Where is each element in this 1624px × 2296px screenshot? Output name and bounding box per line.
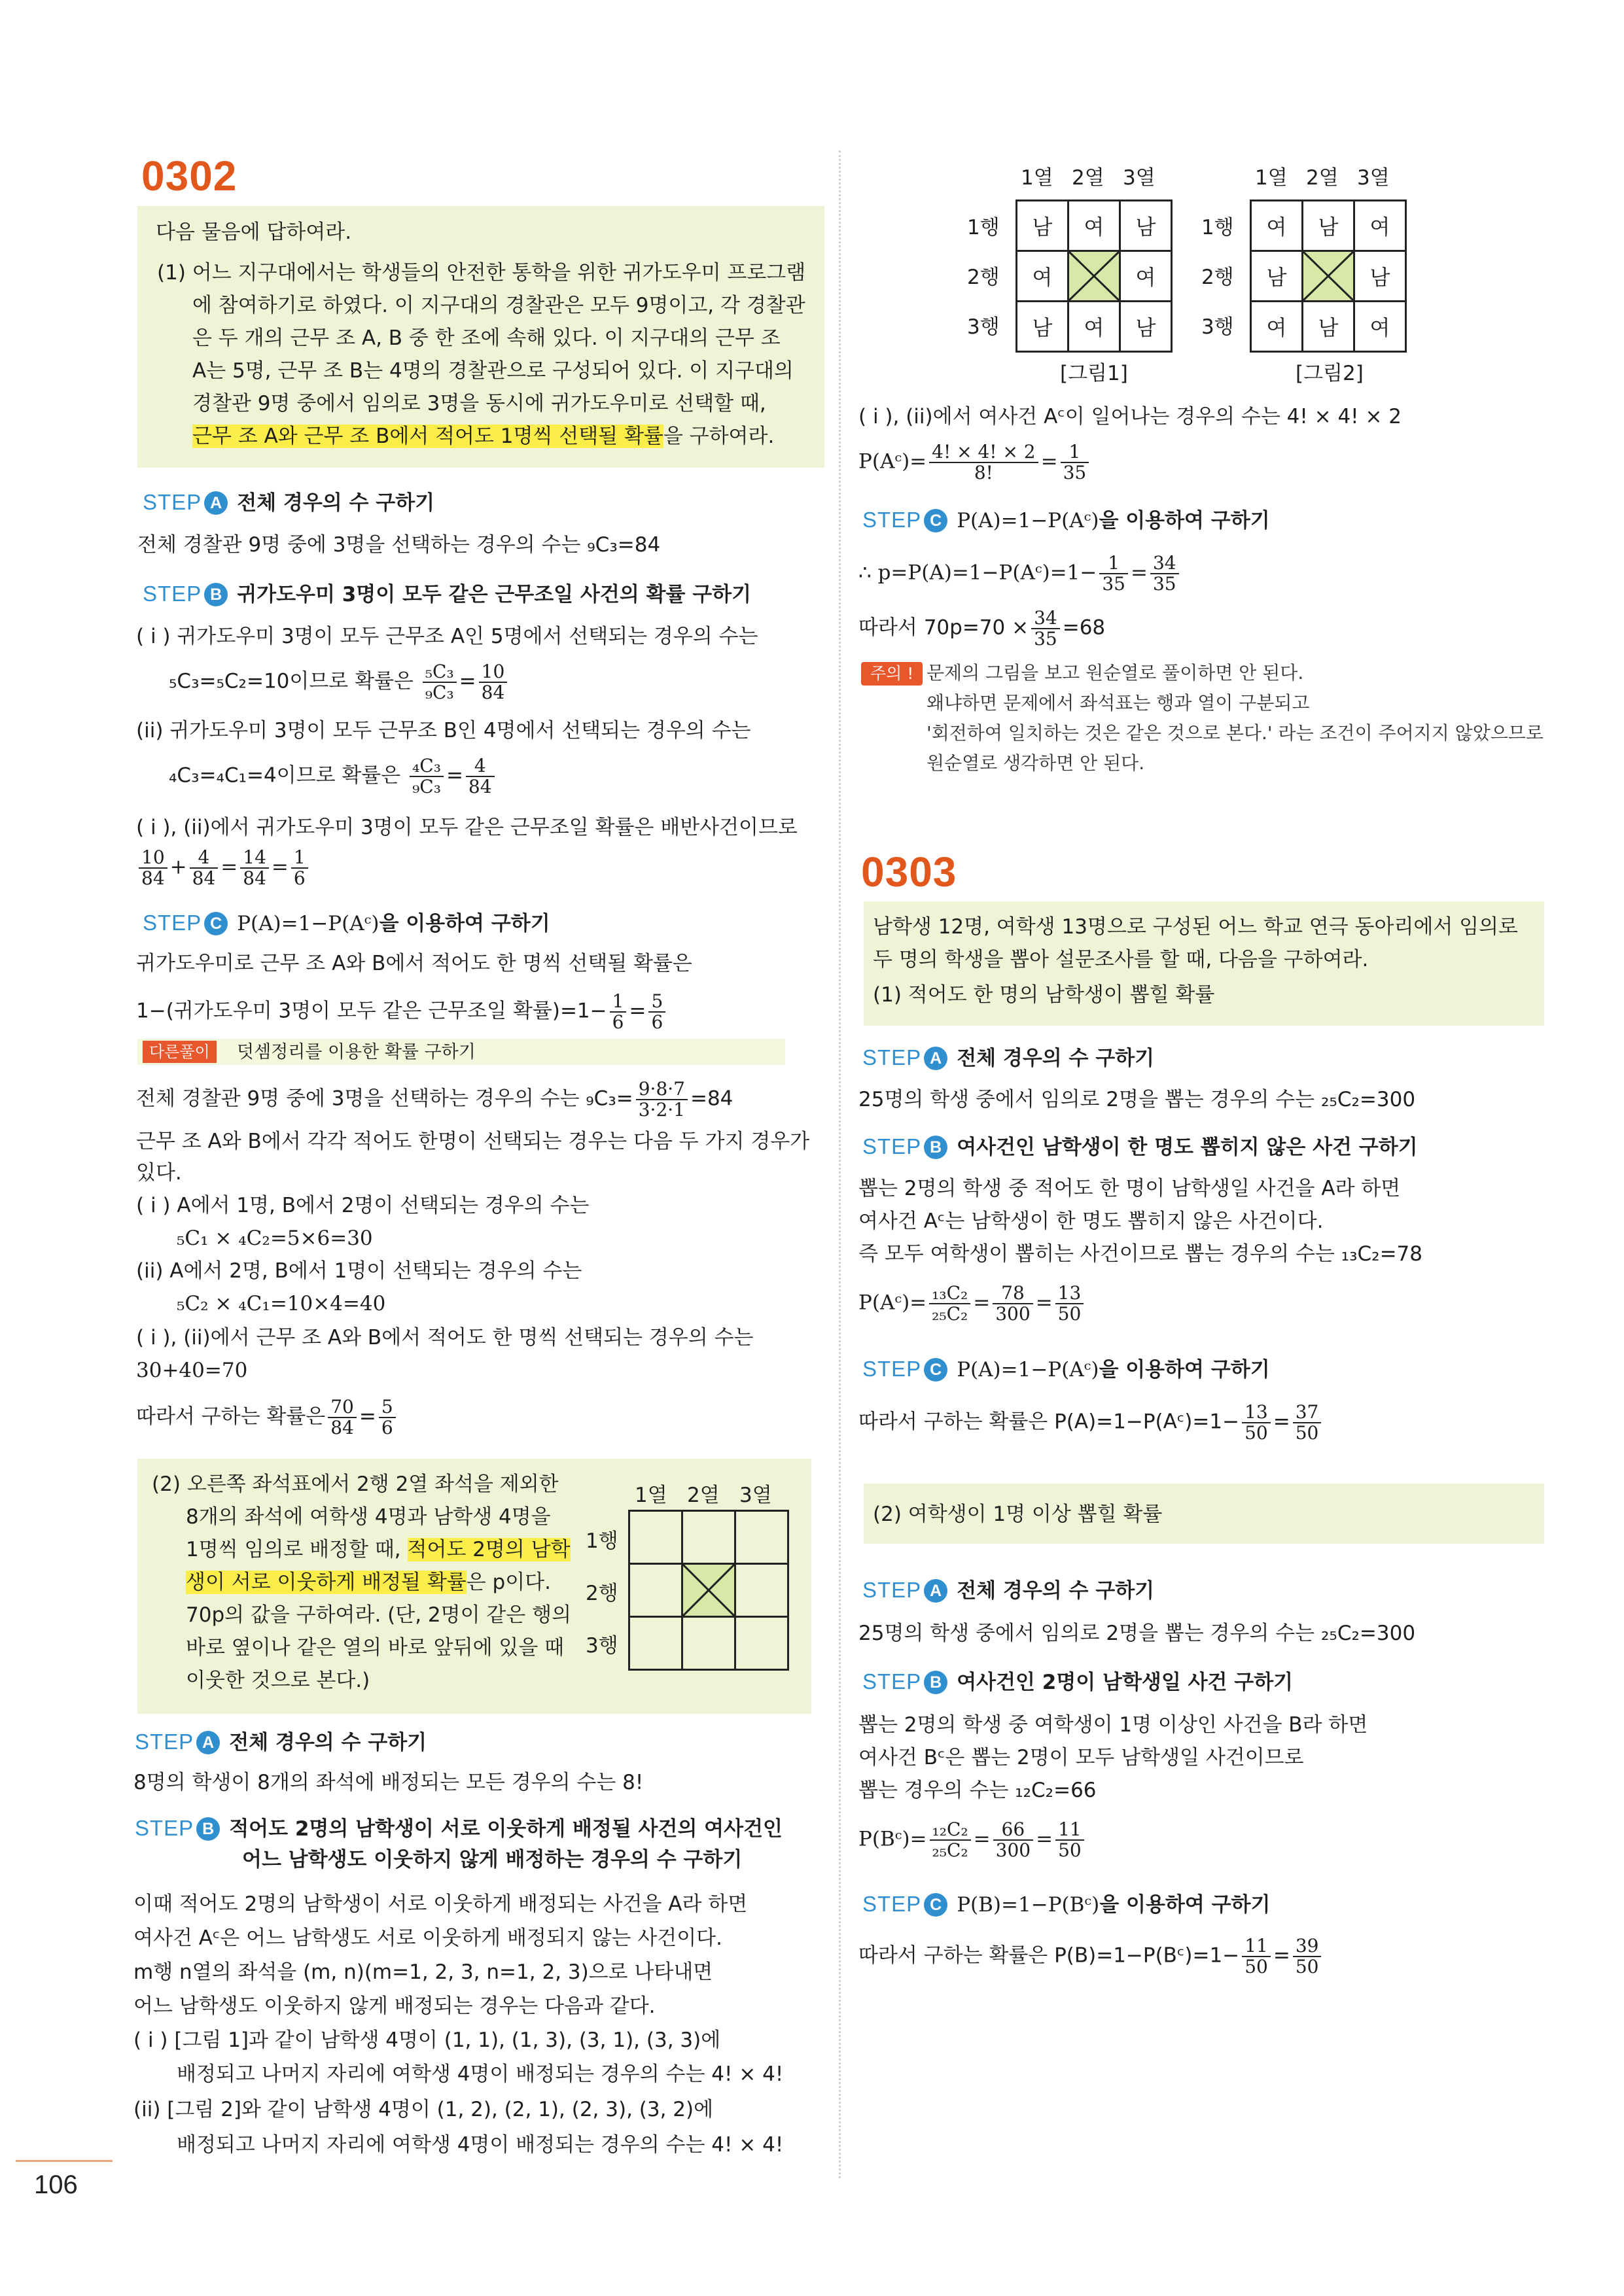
fig1-row-2: 2행 [967, 266, 1000, 289]
q2-highlight-2: 생이 서로 이웃하게 배정될 확률 [186, 1571, 467, 1594]
step-a-body: 전체 경찰관 9명 중에 3명을 선택하는 경우의 수는 ₉C₃=84 [137, 533, 661, 557]
seat-chart [628, 1510, 789, 1671]
step-b-badge-icon: B [924, 1671, 947, 1694]
q1-tail: 을 구하여라. [663, 425, 775, 448]
q1-line-1: (1) 어느 지구대에서는 학생들의 안전한 통학을 위한 귀가도우미 프로그램 [157, 261, 806, 285]
caution-line-4: 원순열로 생각하면 안 된다. [927, 752, 1145, 774]
p2-b-line-2: 여사건 Aᶜ은 어느 남학생도 서로 이웃하게 배정되지 않는 사건이다. [133, 1926, 722, 1950]
q2-line-4: 생이 서로 이웃하게 배정될 확률은 p이다. [186, 1571, 551, 1594]
fig2-col-2: 2열 [1306, 166, 1339, 190]
r-therefore: ∴ p=P(A)=1−P(Aᶜ)=1− $\frac{1}{35}$ = $\frac{34}{35}$ [858, 553, 1182, 594]
fig1-row-1: 1행 [967, 216, 1000, 239]
step-a-badge-icon: A [204, 491, 228, 515]
fig2-caption: [그림2] [1296, 362, 1364, 385]
step-b-case-ii: (ii) 귀가도우미 3명이 모두 근무조 B인 4명에서 선택되는 경우의 수는 [136, 719, 751, 742]
step-c-badge-icon: C [924, 1893, 947, 1917]
step-b-case-i-calc: ₅C₃=₅C₂=10이므로 확률은 $\frac{\text{₅C₃}}{\text{₉C₃}}$ = $\frac{10}{84}$ [169, 662, 510, 703]
q1-highlight: 근무 조 A와 근무 조 B에서 적어도 1명씩 선택될 확률 [192, 425, 663, 448]
alt-case-i: ( i ) A에서 1명, B에서 2명이 선택되는 경우의 수는 [136, 1194, 590, 1217]
alt-case-ii-calc: ₅C₂ × ₄C₁=10×4=40 [177, 1292, 386, 1315]
step-b-0303-1: STEP B 여사건인 남학생이 한 명도 뽑히지 않은 사건 구하기 [862, 1134, 1418, 1159]
q1-line-3: 은 두 개의 근무 조 A, B 중 한 조에 속해 있다. 이 지구대의 근무 조 [192, 326, 781, 350]
fig2-col-1: 1열 [1255, 166, 1288, 190]
alt-line-1: 전체 경찰관 9명 중에 3명을 선택하는 경우의 수는 ₉C₃= $\frac{9\cdot 8\cdot 7}{3\cdot 2\cdot 1}$ =84 [136, 1078, 733, 1121]
q303-p2-c-body: 따라서 구하는 확률은 P(B)=1−P(Bᶜ)=1− $\frac{11}{50}$ = $\frac{39}{50}$ [858, 1936, 1324, 1977]
p2-step-a-body: 8명의 학생이 8개의 좌석에 배정되는 모든 경우의 수는 8! [133, 1771, 644, 1794]
seat-col-1: 1열 [635, 1484, 667, 1507]
q303-line-1: 남학생 12명, 여학생 13명으로 구성된 어느 학교 연극 동아리에서 임의로 [873, 915, 1518, 939]
caution-badge: 주의 ! [861, 662, 923, 686]
q2-line-6: 바로 옆이나 같은 열의 바로 앞뒤에 있을 때 [186, 1636, 565, 1660]
fig2-row-2: 2행 [1201, 266, 1234, 289]
q1-line-6 [192, 420, 774, 453]
alt-case-i-calc: ₅C₁ × ₄C₂=5×6=30 [177, 1226, 373, 1250]
step-a-badge-icon: A [924, 1047, 947, 1070]
q2-line-2: 8개의 좌석에 여학생 4명과 남학생 4명을 [186, 1505, 551, 1529]
fig2-col-3: 3열 [1357, 166, 1390, 190]
step-c-0303-1: STEP C P(A)=1−P(Aᶜ)을 이용하여 구하기 [862, 1357, 1270, 1382]
seat-row-1: 1행 [586, 1529, 618, 1553]
q303-p2-b-prob: P(Bᶜ)= $\frac{\text{₁₂C₂}}{\text{₂₅C₂}}$ = $\frac{66}{300}$ = $\frac{11}{50}$ [858, 1820, 1087, 1860]
q2-highlight-1: 적어도 2명의 남학 [407, 1538, 571, 1561]
step-b-0303-2: STEP B 여사건인 2명이 남학생일 사건 구하기 [862, 1669, 1294, 1694]
step-c-0302-2: STEP C P(A)=1−P(Aᶜ)을 이용하여 구하기 [862, 508, 1270, 532]
excluded-seat-icon [1068, 251, 1120, 302]
step-b-case-i: ( i ) 귀가도우미 3명이 모두 근무조 A인 5명에서 선택되는 경우의 수는 [136, 625, 758, 648]
seat-row-3: 3행 [586, 1634, 618, 1658]
q303-p2-b-line-2: 여사건 Bᶜ은 뽑는 2명이 모두 남학생일 사건이므로 [858, 1746, 1304, 1769]
q303-p2-b-line-1: 뽑는 2명의 학생 중 여학생이 1명 이상인 사건을 B라 하면 [858, 1713, 1368, 1737]
seat-col-3: 3열 [739, 1484, 772, 1507]
problem-number-0303: 0303 [861, 848, 957, 896]
q303-p2-b-line-3: 뽑는 경우의 수는 ₁₂C₂=66 [858, 1779, 1097, 1802]
caution-line-1: 문제의 그림을 보고 원순열로 풀이하면 안 된다. [927, 662, 1304, 684]
alt-case-ii: (ii) A에서 2명, B에서 1명이 선택되는 경우의 수는 [136, 1259, 582, 1283]
step-b-badge-icon: B [924, 1136, 947, 1159]
q2-line-1: (2) 오른쪽 좌석표에서 2행 2열 좌석을 제외한 [152, 1472, 559, 1496]
alt-solution-title: 덧셈정리를 이용한 확률 구하기 [237, 1042, 476, 1062]
q2-line-7: 이웃한 것으로 본다.) [186, 1669, 370, 1692]
page-number: 106 [34, 2170, 78, 2199]
r-line-2: P(Aᶜ)= $\frac{4! \times 4! \times 2}{8!}$ = $\frac{1}{35}$ [858, 442, 1091, 483]
question-intro: 다음 물음에 답하여라. [156, 220, 352, 244]
q303-b-line-1: 뽑는 2명의 학생 중 적어도 한 명이 남학생일 사건을 A라 하면 [858, 1177, 1401, 1200]
step-c-line-1: 귀가도우미로 근무 조 A와 B에서 적어도 한 명씩 선택될 확률은 [136, 952, 692, 975]
step-c-0303-2: STEP C P(B)=1−P(Bᶜ)을 이용하여 구하기 [862, 1892, 1271, 1917]
alt-line-2: 근무 조 A와 B에서 각각 적어도 한명이 선택되는 경우는 다음 두 가지 경우가 [136, 1130, 810, 1153]
q303-line-2: 두 명의 학생을 뽑아 설문조사를 할 때, 다음을 구하여라. [873, 948, 1369, 971]
fig1-row-3: 3행 [967, 315, 1000, 339]
problem-number-0302: 0302 [141, 152, 238, 200]
step-a-0303-2: STEP A 전체 경우의 수 구하기 [862, 1578, 1155, 1603]
p2-b-line-4: 어느 남학생도 이웃하지 않게 배정되는 경우는 다음과 같다. [133, 1994, 656, 2018]
step-a-0302-1: STEP A 전체 경우의 수 구하기 [143, 490, 435, 515]
footer-rule [16, 2160, 113, 2162]
fig1-col-3: 3열 [1123, 166, 1156, 190]
figure-1-grid: 남 여 남 여 여 남 여 남 [1015, 200, 1173, 353]
q303-line-3: (1) 적어도 한 명의 남학생이 뽑힐 확률 [873, 983, 1215, 1007]
exclamation-icon: ! [907, 664, 914, 683]
q303-p2-a-body: 25명의 학생 중에서 임의로 2명을 뽑는 경우의 수는 ₂₅C₂=300 [858, 1622, 1416, 1645]
r-line-1: ( i ), (ii)에서 여사건 Aᶜ이 일어나는 경우의 수는 4! × 4! × 2 [858, 405, 1402, 428]
fig1-col-1: 1열 [1021, 166, 1053, 190]
step-b-sum-expr: $\frac{10}{84}$ + $\frac{4}{84}$ = $\frac{14}{84}$ = $\frac{1}{6}$ [136, 848, 311, 888]
seat-col-2: 2열 [687, 1484, 720, 1507]
alt-sum: ( i ), (ii)에서 근무 조 A와 B에서 적어도 한 명씩 선택되는 경우의 수는 [136, 1326, 754, 1349]
step-b-0302-1: STEP B 귀가도우미 3명이 모두 같은 근무조일 사건의 확률 구하기 [143, 582, 752, 606]
step-b-title-cont: 어느 남학생도 이웃하지 않게 배정하는 경우의 수 구하기 [242, 1848, 743, 1871]
alt-line-3: 있다. [136, 1161, 182, 1185]
p2-b-line-8: 배정되고 나머지 자리에 여학생 4명이 배정되는 경우의 수는 4! × 4! [177, 2133, 784, 2157]
excluded-seat-icon [682, 1564, 735, 1617]
r-final: 따라서 70p=70 × $\frac{34}{35}$ =68 [858, 607, 1106, 650]
q1-line-5: 경찰관 9명 중에서 임의로 3명을 동시에 귀가도우미로 선택할 때, [192, 392, 766, 415]
step-b-sum-text: ( i ), (ii)에서 귀가도우미 3명이 모두 같은 근무조일 확률은 배반사건이므로 [136, 816, 798, 839]
q303-b-line-2: 여사건 Aᶜ는 남학생이 한 명도 뽑히지 않은 사건이다. [858, 1209, 1324, 1233]
step-b-badge-icon: B [204, 583, 228, 606]
step-b-badge-icon: B [196, 1817, 220, 1841]
step-c-line-2: 1−(귀가도우미 3명이 모두 같은 근무조일 확률)=1− $\frac{1}{6}$ = $\frac{5}{6}$ [136, 992, 668, 1032]
step-c-badge-icon: C [924, 509, 947, 532]
q303-c-body: 따라서 구하는 확률은 P(A)=1−P(Aᶜ)=1− $\frac{13}{50}$ = $\frac{37}{50}$ [858, 1402, 1324, 1443]
q303-part2-question: (2) 여학생이 1명 이상 뽑힐 확률 [873, 1503, 1163, 1526]
p2-b-line-1: 이때 적어도 2명의 남학생이 서로 이웃하게 배정되는 사건을 A라 하면 [133, 1892, 748, 1916]
fig2-row-3: 3행 [1201, 315, 1234, 339]
step-c-badge-icon: C [204, 912, 228, 935]
q1-line-2: 에 참여하기로 하였다. 이 지구대의 경찰관은 모두 9명이고, 각 경찰관 [192, 294, 805, 317]
alt-final: 따라서 구하는 확률은 $\frac{70}{84}$ = $\frac{5}{6}$ [136, 1397, 398, 1438]
step-a-0303-1: STEP A 전체 경우의 수 구하기 [862, 1045, 1155, 1070]
fig1-caption: [그림1] [1060, 362, 1128, 385]
figure-2-grid: 여 남 여 남 남 여 남 여 [1250, 200, 1407, 353]
fig1-col-2: 2열 [1072, 166, 1104, 190]
step-a-badge-icon: A [924, 1579, 947, 1603]
step-a-badge-icon: A [196, 1731, 220, 1754]
q303-b-prob: P(Aᶜ)= $\frac{\text{₁₃C₂}}{\text{₂₅C₂}}$ = $\frac{78}{300}$ = $\frac{13}{50}$ [858, 1283, 1086, 1324]
caution-line-2: 왜냐하면 문제에서 좌석표는 행과 열이 구분되고 [927, 692, 1310, 714]
caution-line-3: '회전하여 일치하는 것은 같은 것으로 본다.' 라는 조건이 주어지지 않았으므로 [927, 722, 1544, 744]
q2-line-3: 1명씩 임의로 배정할 때, 적어도 2명의 남학 [186, 1538, 571, 1561]
fig2-row-1: 1행 [1201, 216, 1234, 239]
p2-b-line-6: 배정되고 나머지 자리에 여학생 4명이 배정되는 경우의 수는 4! × 4! [177, 2062, 784, 2086]
p2-b-line-7: (ii) [그림 2]와 같이 남학생 4명이 (1, 2), (2, 1), (2, 3), (3, 2)에 [133, 2098, 714, 2121]
alt-sum-value: 30+40=70 [136, 1359, 248, 1382]
p2-b-line-3: m행 n열의 좌석을 (m, n)(m=1, 2, 3, n=1, 2, 3)으로 나타내면 [133, 1960, 713, 1984]
step-c-badge-icon: C [924, 1358, 947, 1382]
step-a-0302-2: STEP A 전체 경우의 수 구하기 [135, 1730, 427, 1754]
alt-solution-tag: 다른풀이 [143, 1041, 217, 1063]
excluded-seat-icon [1303, 251, 1354, 302]
step-c-0302-1: STEP C P(A)=1−P(Aᶜ)을 이용하여 구하기 [143, 911, 550, 935]
p2-b-line-5: ( i ) [그림 1]과 같이 남학생 4명이 (1, 1), (1, 3), (3, 1), (3, 3)에 [133, 2028, 721, 2052]
q303-a-body: 25명의 학생 중에서 임의로 2명을 뽑는 경우의 수는 ₂₅C₂=300 [858, 1088, 1416, 1111]
q2-line-5: 70p의 값을 구하여라. (단, 2명이 같은 행의 [186, 1603, 572, 1627]
column-divider [839, 150, 841, 2178]
seat-row-2: 2행 [586, 1582, 618, 1605]
step-b-case-ii-calc: ₄C₃=₄C₁=4이므로 확률은 $\frac{\text{₄C₃}}{\text{₉C₃}}$ = $\frac{4}{84}$ [169, 756, 497, 797]
q303-b-line-3: 즉 모두 여학생이 뽑히는 사건이므로 뽑는 경우의 수는 ₁₃C₂=78 [858, 1242, 1422, 1266]
step-b-0302-2: STEP B 적어도 2명의 남학생이 서로 이웃하게 배정될 사건의 여사건인 [135, 1816, 783, 1841]
q1-line-4: A는 5명, 근무 조 B는 4명의 경찰관으로 구성되어 있다. 이 지구대의 [192, 359, 794, 383]
